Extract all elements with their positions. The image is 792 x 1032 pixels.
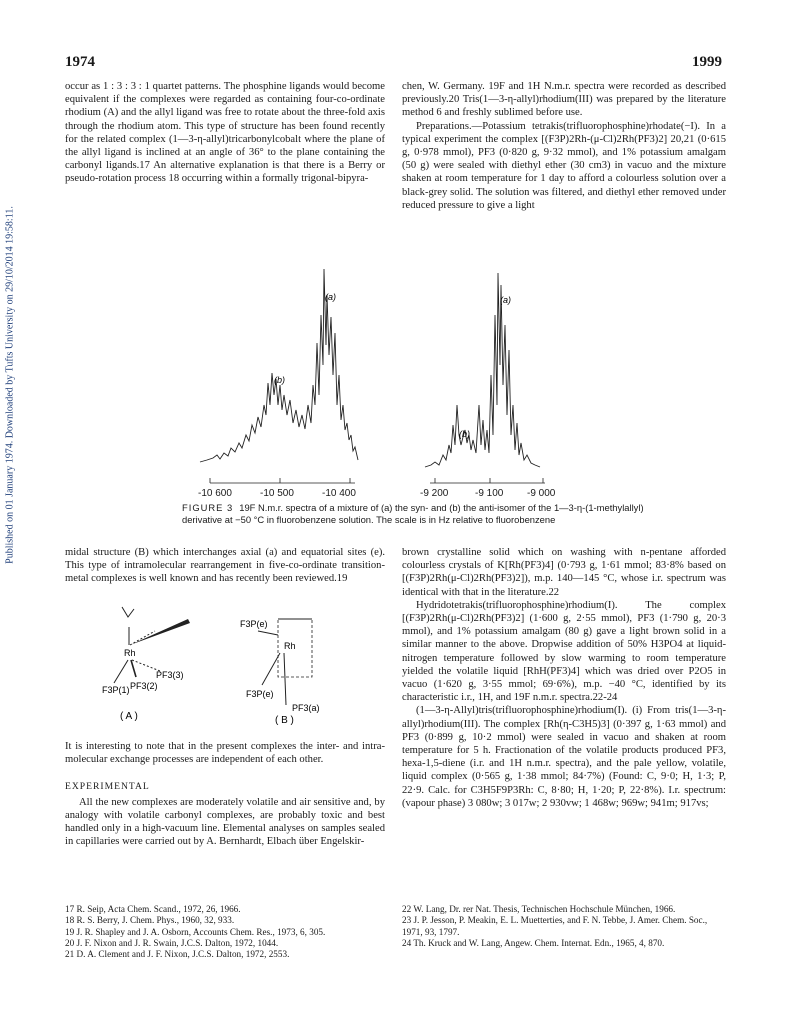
peak-label: (a) [325, 292, 336, 302]
bond [131, 660, 136, 677]
bond [114, 660, 128, 683]
paragraph: Preparations.—Potassium tetrakis(trifluorophosphine)rhodate(−I). In a typical experiment the complex [(F3P)2Rh-(μ-Cl)2Rh(PF3)2] 20,21 (0·615 g, 0·978 mmol), PF3 (0·820 g, 9·32 mmol), and 1% potassium amalgam (50 g) were sealed with diethyl ether (30 cm3) in vacuo and the mixture shaken at room temperature for 1 day to afford a colourless solution over a black-grey solid. The solution was filtered, and diethyl ether removed under reduced pressure to give a light [402, 120, 726, 211]
reference: 24 Th. Kruck and W. Lang, Angew. Chem. Internat. Edn., 1965, 4, 870. [402, 937, 665, 948]
tick-label: -10 600 [198, 488, 232, 499]
right-column-top [402, 80, 726, 212]
tick-label: -9 100 [475, 488, 504, 499]
section-heading: EXPERIMENTAL [65, 781, 150, 793]
bond [284, 653, 286, 705]
paragraph: (1—3-η-Allyl)tris(trifluorophosphine)rhodium(I). (i) From tris(1—3-η-allyl)rhodium(III). The complex [Rh(η-C3H5)3] (0·397 g, 1·63 mmol) and PF3 (0·899 g, 10·2 mmol) were sealed in vacuo and shaken at room temperature for 5 h. Fractionation of the volatile products produced PF3, hexa-1,5-diene (i.r. and 1H n.m.r. spectra), and the pale yellow, volatile, liquid complex (0·565 g, 1·38 mmol; 84·7%) (Found: C, 9·0; H, 1·3; P, 22·9. Calc. for C3H5F9P3Rh: C, 8·80; H, 1·20; P, 22·8%). I.r. spectrum: (vapour phase) 3 080w; 3 017w; 2 930vw; 1 468w; 969w; 941m; 917vs; [402, 705, 726, 809]
references-right [402, 904, 726, 949]
reference: 23 J. P. Jesson, P. Meakin, E. L. Muetterties, and F. N. Tebbe, J. Amer. Chem. Soc., 1971, 93, 1797. [402, 915, 708, 937]
reference: 19 J. R. Shapley and J. A. Osborn, Accounts Chem. Res., 1973, 6, 305. [65, 926, 326, 937]
left-column-middle [65, 546, 385, 586]
bond [130, 631, 155, 645]
tick-label: -9 000 [527, 488, 556, 499]
reference: 21 D. A. Clement and J. F. Nixon, J.C.S. Dalton, 1972, 2553. [65, 949, 290, 960]
structure-diagrams [100, 605, 360, 730]
paragraph: All the new complexes are moderately volatile and air sensitive and, by analogy with volatile carbonyl complexes, are probably toxic and best handled only in a high-vacuum line. Elemental analyses on samples sealed in capillaries were carried out by A. Bernhardt, Elbach über Engelskir- [65, 796, 385, 848]
tick-label: -10 500 [260, 488, 294, 499]
spectrum-trace-right [425, 273, 540, 467]
right-column-bottom [402, 546, 726, 810]
nmr-spectra-figure [195, 255, 615, 505]
atom-label: PF3(2) [130, 681, 158, 691]
peak-label: (b) [274, 375, 285, 385]
provenance-text: Published on 01 January 1974. Downloaded by Tufts University on 29/10/2014 19:58:11. [4, 206, 16, 564]
allyl-wedge [122, 607, 134, 617]
bond [262, 653, 280, 685]
atom-label: F3P(e) [240, 619, 268, 629]
reference: 22 W. Lang, Dr. rer Nat. Thesis, Technischen Hochschule München, 1966. [402, 904, 676, 914]
reference: 20 J. F. Nixon and J. R. Swain, J.C.S. Dalton, 1972, 1044. [65, 937, 279, 948]
peak-label: (a) [500, 295, 511, 305]
atom-label: Rh [124, 648, 136, 658]
paragraph: midal structure (B) which interchanges axial (a) and equatorial sites (e). This type of intramolecular rearrangement in five-co-ordinate transition-metal complexes is well known and has recently been reviewed.19 [65, 547, 385, 585]
structure-label: ( B ) [275, 715, 294, 726]
peak-label: (b) [459, 429, 470, 439]
left-column-bottom [65, 740, 385, 848]
paragraph: brown crystalline solid which on washing with n-pentane afforded colourless crystals of K[Rh(PF3)4] (0·793 g, 1·61 mmol; 83·8% based on [(F3P)2Rh(μ-Cl)2Rh(PF3)2]), m.p. 140—145 °C, whose i.r. spectrum was identical with that in the literature.22 [402, 547, 726, 598]
structure-label: ( A ) [120, 711, 138, 722]
tick-label: -10 400 [322, 488, 356, 499]
bond [258, 631, 278, 635]
left-page-number: 1974 [65, 54, 95, 70]
atom-label: PF3(a) [292, 703, 320, 713]
allyl-wedge-fill [130, 619, 190, 645]
right-page-number: 1999 [692, 54, 722, 70]
atom-label: Rh [284, 641, 296, 651]
tick-label: -9 200 [420, 488, 449, 499]
atom-label: F3P(1) [102, 685, 130, 695]
provenance-sidebar [2, 150, 18, 620]
atom-label: PF3(3) [156, 670, 184, 680]
paragraph: occur as 1 : 3 : 3 : 1 quartet patterns. The phosphine ligands would become equivalent if the complexes were regarded as containing four-co-ordinate rhodium (A) and the allyl ligand was free to rotate about the three-fold axis through the rhodium atom. This type of structure has been found recently for the related complex (1—3-η-allyl)tricarbonylcobalt where the plane of the allyl ligand is inclined at an angle of 36° to the plane containing the carbonyl ligands.17 An alternative explanation is that there is a Berry or pseudo-rotation process 18 occurring within a formally trigonal-bipyra- [65, 81, 385, 185]
reference: 18 R. S. Berry, J. Chem. Phys., 1960, 32, 933. [65, 915, 235, 926]
caption-label: FIGURE 3 [182, 502, 234, 513]
paragraph: chen, W. Germany. 19F and 1H N.m.r. spectra were recorded as described previously.20 Tris(1—3-η-allyl)rhodium(III) was prepared by the literature method 6 and freshly sublimed before use. [402, 81, 726, 119]
atom-label: F3P(e) [246, 689, 274, 699]
paragraph: Hydridotetrakis(trifluorophosphine)rhodium(I). The complex [(F3P)2Rh(μ-Cl)2Rh(PF3)2] (1·600 g, 2·55 mmol), PF3 (1·790 g, 20·3 mmol), and 1% potassium amalgam (80 g) gave a light brown solid in a similar manner to the above. Dropwise addition of 50% H3PO4 at liquid-nitrogen temperature followed by slow warming to room temperature yielded the volatile liquid [RhH(PF3)4] which was dried over P2O5 in vacuo (1·620 g, 3·55 mmol; 69·6%), m.p. −40 °C, identified by its characteristic i.r., 1H, and 19F n.m.r. spectra.22-24 [402, 599, 726, 704]
figure-caption [182, 502, 682, 525]
paragraph: It is interesting to note that in the present complexes the inter- and intra-molecular exchange processes are independent of each other. [65, 741, 385, 766]
reference: 17 R. Seip, Acta Chem. Scand., 1972, 26, 1966. [65, 904, 241, 914]
left-column-top [65, 80, 385, 186]
caption-text: 19F N.m.r. spectra of a mixture of (a) the syn- and (b) the anti-isomer of the 1—3-η-(1-methylallyl) derivative at −50 °C in fluorobenzene solution. The scale is in Hz relative to fluorobenzene [182, 502, 644, 525]
references-left [65, 904, 385, 960]
